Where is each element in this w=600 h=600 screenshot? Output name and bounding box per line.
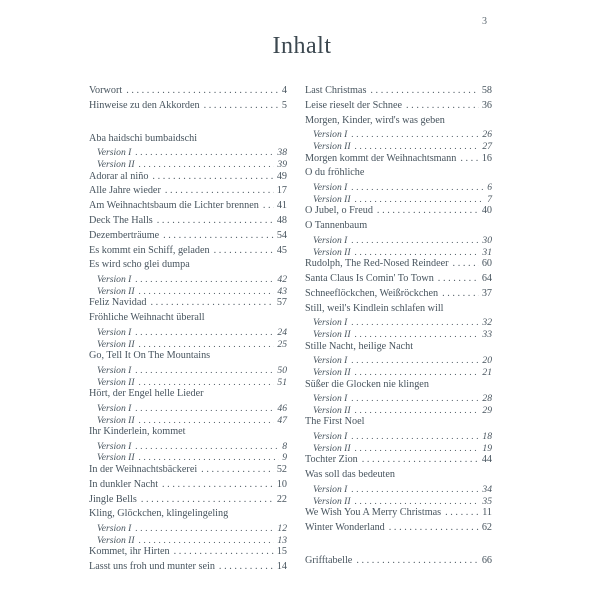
toc-entry — [305, 100, 492, 115]
toc-entry-label: Fröhliche Weihnacht überall — [89, 312, 205, 324]
toc-version-entry-label: Version I — [313, 393, 348, 405]
dot-leader — [201, 464, 274, 475]
toc-entry — [305, 379, 492, 394]
dot-leader — [355, 496, 480, 507]
toc-entry-label: Santa Claus Is Comin' To Town — [305, 272, 434, 284]
toc-entry-label: The First Noel — [305, 416, 365, 428]
toc-version-entry-label: Version II — [313, 328, 351, 340]
toc-version-entry — [305, 141, 492, 153]
toc-version-entry-page-number: 24 — [277, 326, 287, 338]
toc-entry — [89, 185, 287, 200]
toc-entry-label: Grifftabelle — [305, 554, 353, 566]
dot-leader — [139, 377, 275, 388]
page-number: 3 — [482, 16, 487, 27]
toc-version-entry-page-number: 25 — [277, 338, 287, 350]
toc-entry-page-number: 17 — [276, 185, 287, 197]
toc-entry — [89, 561, 287, 576]
toc-version-entry-page-number: 42 — [277, 274, 287, 286]
dot-leader — [135, 327, 274, 338]
toc-version-entry-page-number: 43 — [277, 285, 287, 297]
toc-entry-label: Adorar al niño — [89, 170, 149, 182]
toc-entry — [305, 454, 492, 469]
dot-leader — [135, 441, 279, 452]
toc-entry — [305, 220, 492, 235]
toc-entry — [89, 215, 287, 230]
toc-version-entry-label: Version I — [313, 431, 348, 443]
toc-version-entry-page-number: 13 — [277, 534, 287, 546]
toc-version-entry-page-number: 29 — [482, 404, 492, 416]
toc-version-entry — [305, 405, 492, 417]
toc-version-entry-label: Version I — [97, 274, 132, 286]
toc-entry — [89, 245, 287, 260]
toc-entry-page-number: 54 — [276, 229, 287, 241]
dot-leader — [141, 494, 274, 505]
toc-version-entry-page-number: 34 — [482, 484, 492, 496]
dot-leader — [460, 153, 479, 164]
toc-entry-label: O du fröhliche — [305, 167, 365, 179]
toc-version-entry-page-number: 46 — [277, 402, 287, 414]
dot-leader — [351, 431, 479, 442]
dot-leader — [442, 288, 479, 299]
toc-entry-label: Last Christmas — [305, 85, 367, 96]
toc-entry — [305, 469, 492, 484]
toc-entry-label: Stille Nacht, heilige Nacht — [305, 340, 414, 352]
toc-version-entry-label: Version I — [97, 364, 132, 376]
toc-version-entry-page-number: 19 — [482, 442, 492, 454]
toc-version-entry — [89, 286, 287, 298]
toc-version-entry — [89, 523, 287, 535]
toc-entry — [89, 350, 287, 365]
toc-version-entry — [89, 415, 287, 427]
toc-entry-page-number: 57 — [276, 297, 287, 309]
toc-version-entry-label: Version I — [313, 129, 348, 141]
toc-entry — [305, 258, 492, 273]
toc-entry — [89, 426, 287, 441]
toc-entry-page-number: 10 — [276, 478, 287, 490]
toc-entry-page-number: 37 — [481, 287, 492, 299]
toc-entry-label: Schneeflöckchen, Weißröckchen — [305, 287, 439, 299]
toc-entry-label: Hört, der Engel helle Lieder — [89, 388, 204, 400]
dot-leader — [351, 317, 479, 328]
toc-entry — [89, 464, 287, 479]
dot-leader — [219, 561, 274, 572]
toc-version-entry — [89, 452, 287, 464]
dot-leader — [453, 258, 479, 269]
toc-entry — [89, 388, 287, 403]
toc-version-entry — [305, 355, 492, 367]
toc-entry-page-number: 60 — [481, 258, 492, 270]
toc-entry — [89, 312, 287, 327]
toc-entry-page-number: 5 — [281, 99, 287, 111]
dot-leader — [204, 100, 279, 111]
dot-leader — [139, 415, 275, 426]
toc-entry-label: Es kommt ein Schiff, geladen — [89, 244, 210, 256]
toc-version-entry-label: Version I — [313, 182, 348, 194]
dot-leader — [135, 365, 274, 376]
toc-entry-label: Morgen kommt der Weihnachtsmann — [305, 152, 457, 164]
toc-version-entry-label: Version II — [313, 140, 351, 152]
toc-version-entry-label: Version I — [313, 484, 348, 496]
dot-leader — [370, 85, 478, 96]
toc-version-entry — [305, 393, 492, 405]
dot-leader — [355, 141, 480, 152]
toc-entry — [305, 153, 492, 168]
toc-entry — [89, 230, 287, 245]
toc-version-entry-label: Version II — [97, 452, 135, 464]
toc-entry-page-number: 64 — [481, 272, 492, 284]
toc-entry-page-number: 44 — [481, 454, 492, 466]
toc-entry — [305, 416, 492, 431]
dot-leader — [351, 484, 479, 495]
toc-entry-label: Süßer die Glocken nie klingen — [305, 378, 429, 390]
toc-version-entry — [89, 441, 287, 453]
dot-leader — [135, 274, 274, 285]
toc-version-entry — [305, 247, 492, 259]
toc-version-entry-page-number: 38 — [277, 147, 287, 159]
dot-leader — [351, 393, 479, 404]
toc-version-entry — [305, 317, 492, 329]
toc-version-entry — [89, 365, 287, 377]
toc-entry-label: Es wird scho glei dumpa — [89, 259, 190, 271]
toc-version-entry — [89, 327, 287, 339]
toc-entry — [305, 522, 492, 537]
page-title: Inhalt — [272, 33, 332, 59]
toc-entry — [89, 297, 287, 312]
toc-version-entry — [305, 329, 492, 341]
toc-version-entry-page-number: 30 — [482, 234, 492, 246]
dot-leader — [438, 273, 479, 284]
toc-entry-label: O Tannenbaum — [305, 220, 368, 232]
dot-leader — [174, 546, 274, 557]
toc-entry-label: In der Weihnachtsbäckerei — [89, 464, 198, 476]
toc-version-entry — [89, 147, 287, 159]
toc-version-entry-page-number: 21 — [482, 366, 492, 378]
toc-version-entry-label: Version II — [97, 376, 135, 388]
toc-entry-label: Kling, Glöckchen, klingelingeling — [89, 508, 229, 520]
toc-version-entry-label: Version II — [313, 442, 351, 454]
toc-version-entry-label: Version II — [313, 404, 351, 416]
dot-leader — [139, 452, 280, 463]
toc-version-entry-page-number: 28 — [482, 393, 492, 405]
dot-leader — [162, 479, 274, 490]
toc-entry-page-number: 36 — [481, 99, 492, 111]
dot-leader — [126, 85, 279, 96]
toc-entry-page-number: 41 — [276, 200, 287, 212]
toc-entry-page-number: 49 — [276, 170, 287, 182]
toc-entry — [89, 479, 287, 494]
dot-leader — [355, 247, 480, 258]
toc-entry — [89, 100, 287, 115]
toc-entry-page-number: 45 — [276, 244, 287, 256]
toc-entry — [305, 555, 492, 570]
toc-entry — [305, 115, 492, 130]
toc-version-entry-page-number: 12 — [277, 523, 287, 535]
toc-version-entry-label: Version II — [97, 338, 135, 350]
toc-version-entry-label: Version II — [97, 158, 135, 170]
toc-entry-page-number: 40 — [481, 205, 492, 217]
dot-leader — [356, 555, 478, 566]
toc-version-entry-page-number: 51 — [277, 376, 287, 388]
toc-version-entry-page-number: 20 — [482, 355, 492, 367]
toc-entry-label: Was soll das bedeuten — [305, 469, 395, 481]
toc-version-entry-label: Version I — [313, 355, 348, 367]
table-of-contents — [89, 85, 492, 576]
dot-leader — [406, 100, 479, 111]
toc-column-right — [305, 85, 492, 576]
toc-version-entry — [89, 159, 287, 171]
dot-leader — [351, 355, 479, 366]
toc-version-entry-page-number: 18 — [482, 431, 492, 443]
toc-entry-label: Vorwort — [89, 85, 123, 96]
toc-version-entry-page-number: 9 — [282, 452, 287, 464]
toc-version-entry — [89, 274, 287, 286]
toc-version-entry — [305, 194, 492, 206]
toc-version-entry-page-number: 32 — [482, 317, 492, 329]
dot-leader — [135, 523, 274, 534]
dot-leader — [165, 185, 274, 196]
toc-entry-label: Lasst uns froh und munter sein — [89, 561, 215, 573]
toc-entry — [89, 171, 287, 186]
toc-version-entry-label: Version II — [313, 366, 351, 378]
dot-leader — [445, 507, 479, 518]
toc-version-entry-page-number: 50 — [277, 364, 287, 376]
toc-version-entry — [305, 367, 492, 379]
toc-version-entry-page-number: 6 — [487, 182, 492, 194]
toc-entry-label: Aba haidschi bumbaidschi — [89, 132, 198, 144]
toc-version-entry-page-number: 33 — [482, 328, 492, 340]
toc-version-entry-page-number: 35 — [482, 495, 492, 507]
toc-entry — [89, 200, 287, 215]
dot-leader — [135, 403, 274, 414]
dot-leader — [157, 215, 274, 226]
dot-leader — [355, 329, 480, 340]
toc-entry-page-number: 4 — [281, 85, 287, 96]
toc-version-entry-label: Version II — [313, 246, 351, 258]
toc-entry — [89, 259, 287, 274]
toc-version-entry-label: Version I — [313, 317, 348, 329]
toc-entry-label: Winter Wonderland — [305, 522, 385, 534]
dot-leader — [163, 230, 274, 241]
toc-version-entry — [305, 443, 492, 455]
toc-version-entry-label: Version II — [97, 534, 135, 546]
toc-entry-label: O Jubel, o Freud — [305, 205, 373, 217]
toc-entry-label: Dezemberträume — [89, 229, 160, 241]
toc-version-entry-label: Version I — [97, 326, 132, 338]
toc-version-entry — [305, 431, 492, 443]
toc-entry-label: Morgen, Kinder, wird's was geben — [305, 114, 445, 126]
dot-leader — [139, 159, 275, 170]
toc-entry — [305, 85, 492, 100]
toc-version-entry-label: Version II — [313, 495, 351, 507]
toc-version-entry-label: Version I — [97, 523, 132, 535]
toc-entry-page-number: 14 — [276, 561, 287, 573]
toc-entry-label: We Wish You A Merry Christmas — [305, 507, 442, 519]
toc-entry-label: Alle Jahre wieder — [89, 185, 161, 197]
toc-entry-label: Leise rieselt der Schnee — [305, 99, 403, 111]
toc-version-entry — [89, 535, 287, 547]
dot-leader — [351, 235, 479, 246]
toc-entry-label: Go, Tell It On The Mountains — [89, 350, 211, 362]
toc-version-entry-page-number: 8 — [282, 440, 287, 452]
toc-version-entry — [89, 339, 287, 351]
toc-entry — [89, 85, 287, 100]
toc-version-entry — [89, 403, 287, 415]
dot-leader — [351, 129, 479, 140]
toc-entry — [89, 508, 287, 523]
toc-version-entry-label: Version I — [97, 440, 132, 452]
toc-entry — [89, 546, 287, 561]
dot-leader — [214, 245, 274, 256]
toc-version-entry-label: Version I — [97, 147, 132, 159]
toc-entry — [305, 273, 492, 288]
toc-entry-label: Rudolph, The Red-Nosed Reindeer — [305, 258, 449, 270]
dot-leader — [139, 535, 275, 546]
toc-version-entry-label: Version II — [97, 285, 135, 297]
toc-entry — [305, 288, 492, 303]
toc-entry-page-number: 22 — [276, 493, 287, 505]
toc-entry-label: Ihr Kinderlein, kommet — [89, 426, 186, 438]
toc-version-entry-label: Version II — [313, 193, 351, 205]
toc-version-entry-label: Version II — [97, 414, 135, 426]
toc-entry — [305, 205, 492, 220]
toc-entry-page-number: 11 — [482, 507, 492, 519]
dot-leader — [355, 405, 480, 416]
toc-entry-label: Feliz Navidad — [89, 297, 147, 309]
toc-version-entry — [305, 182, 492, 194]
toc-entry-label: Jingle Bells — [89, 493, 137, 505]
toc-entry-label: Am Weihnachtsbaum die Lichter brennen — [89, 200, 259, 212]
toc-entry-label: Still, weil's Kindlein schlafen will — [305, 302, 444, 314]
dot-leader — [150, 297, 273, 308]
dot-leader — [355, 367, 480, 378]
toc-version-entry — [305, 496, 492, 508]
toc-version-entry-page-number: 7 — [487, 193, 492, 205]
toc-entry — [89, 133, 287, 148]
dot-leader — [389, 522, 479, 533]
toc-version-entry-page-number: 47 — [277, 414, 287, 426]
toc-entry-label: Deck The Halls — [89, 214, 153, 226]
dot-leader — [362, 454, 479, 465]
toc-entry-label: Hinweise zu den Akkorden — [89, 99, 200, 111]
toc-section-gap — [89, 115, 287, 133]
toc-version-entry — [89, 377, 287, 389]
toc-entry — [89, 494, 287, 509]
dot-leader — [351, 182, 484, 193]
toc-entry-page-number: 48 — [276, 214, 287, 226]
toc-entry — [305, 167, 492, 182]
toc-entry-page-number: 58 — [481, 85, 492, 96]
dot-leader — [152, 171, 273, 182]
toc-entry-page-number: 15 — [276, 546, 287, 558]
toc-entry-label: Kommet, ihr Hirten — [89, 546, 170, 558]
toc-section-gap — [305, 537, 492, 555]
toc-version-entry-page-number: 27 — [482, 140, 492, 152]
toc-column-left — [89, 85, 287, 576]
toc-entry-page-number: 62 — [481, 522, 492, 534]
toc-entry-page-number: 16 — [481, 152, 492, 164]
dot-leader — [135, 147, 274, 158]
toc-entry-page-number: 66 — [481, 554, 492, 566]
toc-version-entry-label: Version I — [313, 234, 348, 246]
toc-version-entry-label: Version I — [97, 402, 132, 414]
toc-version-entry-page-number: 26 — [482, 129, 492, 141]
toc-entry-page-number: 52 — [276, 464, 287, 476]
toc-entry — [305, 303, 492, 318]
dot-leader — [139, 286, 275, 297]
dot-leader — [377, 205, 479, 216]
dot-leader — [263, 200, 274, 211]
toc-version-entry-page-number: 39 — [277, 158, 287, 170]
toc-entry-label: In dunkler Nacht — [89, 478, 159, 490]
toc-entry-label: Tochter Zion — [305, 454, 358, 466]
dot-leader — [355, 194, 485, 205]
toc-version-entry — [305, 129, 492, 141]
toc-version-entry — [305, 235, 492, 247]
toc-version-entry — [305, 484, 492, 496]
toc-entry — [305, 507, 492, 522]
dot-leader — [355, 443, 480, 454]
toc-entry — [305, 341, 492, 356]
dot-leader — [139, 339, 275, 350]
toc-version-entry-page-number: 31 — [482, 246, 492, 258]
